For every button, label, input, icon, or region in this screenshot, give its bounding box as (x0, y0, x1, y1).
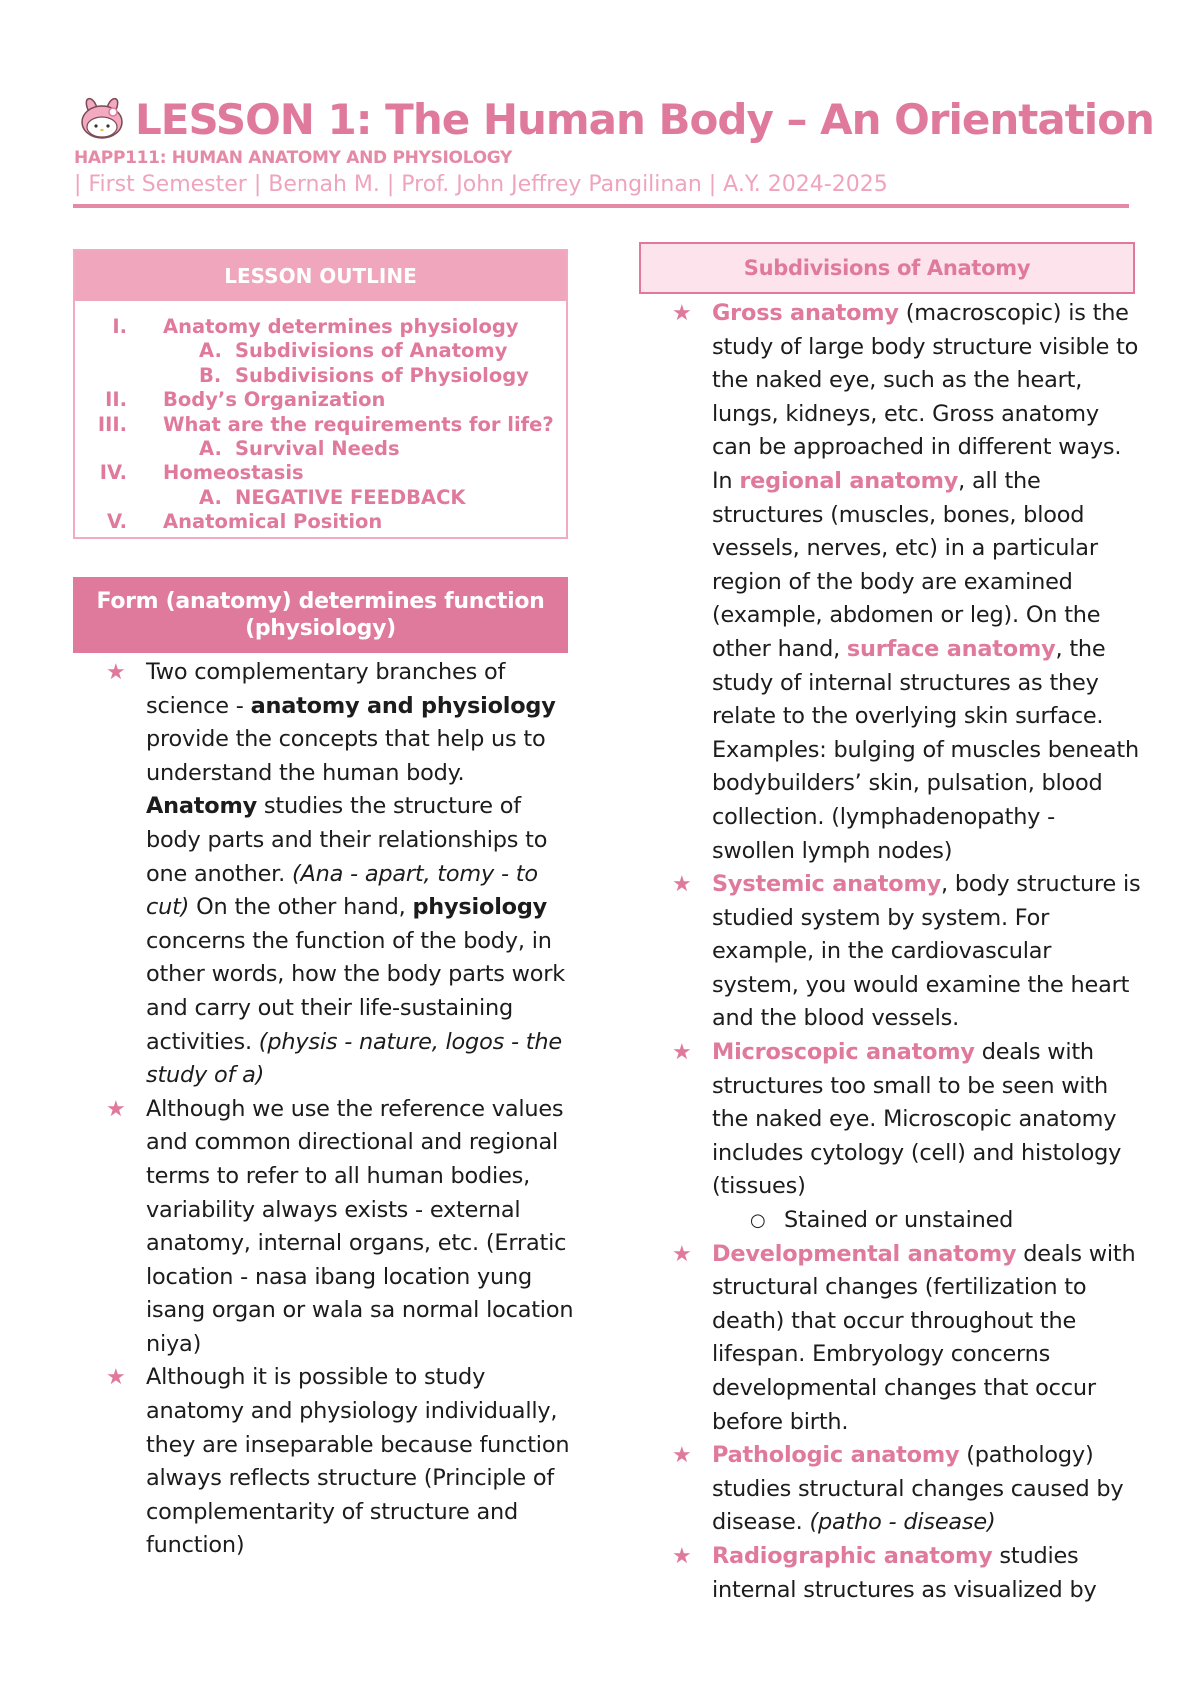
star-bullet-icon: ★ (106, 1096, 126, 1122)
outline-item: V. Anatomical Position (107, 510, 383, 534)
bullet-item: ★ Although it is possible to study anatomy and physiology individually, they are inseparable because function always reflects structure (Principle of complementarity of structure and function) (106, 1361, 576, 1563)
star-bullet-icon: ★ (672, 1443, 692, 1469)
melody-character-icon (75, 92, 129, 146)
star-bullet-icon: ★ (672, 1543, 692, 1569)
section-heading-subdivisions: Subdivisions of Anatomy (639, 242, 1135, 294)
page-title-row (75, 84, 1154, 154)
course-code: HAPP111: HUMAN ANATOMY AND PHYSIOLOGY (74, 148, 513, 168)
star-bullet-icon: ★ (106, 1365, 126, 1391)
star-bullet-icon: ★ (672, 1040, 692, 1066)
outline-title: LESSON OUTLINE (75, 251, 566, 301)
bullet-item: ★ Two complementary branches of science - anatomy and physiology provide the concepts that help us to understand the human body. Anatomy studies the structure of body parts and their relationships to one another. (Ana - apart, tomy - to cut) On the other hand, physiology concerns the function of the body, in other words, how the body parts work and carry out their life-sustaining activities. (physis - nature, logos - the study of a) (106, 656, 576, 1093)
bullet-item: ★ Gross anatomy (macroscopic) is the study of large body structure visible to the naked eye, such as the heart, lungs, kidneys, etc. Gross anatomy can be approached in different ways. In regional anatomy, all the structures (muscles, bones, blood vessels, nerves, etc) in a particular region of the body are examined (example, abdomen or leg). On the other hand, surface anatomy, the study of internal structures as they relate to the overlying skin surface. Examples: bulging of muscles beneath bodybuilders’ skin, pulsation, blood collection. (lymphadenopathy - swollen lymph nodes) (672, 297, 1142, 868)
bullet-item: ★ Microscopic anatomy deals with structures too small to be seen with the naked eye. Microscopic anatomy includes cytology (cell) and histology (tissues) (672, 1036, 1142, 1204)
lesson-outline-box (73, 249, 568, 539)
course-meta: | First Semester | Bernah M. | Prof. John Jeffrey Pangilinan | A.Y. 2024-2025 (74, 172, 888, 197)
outline-subitem: A. Survival Needs (199, 437, 400, 461)
outline-item: IV. Homeostasis (99, 461, 304, 485)
right-column-text (672, 297, 1142, 1607)
outline-item: III. What are the requirements for life? (97, 412, 554, 436)
bullet-item: ★ Radiographic anatomy studies internal structures as visualized by (672, 1540, 1142, 1607)
bullet-item: ★ Although we use the reference values and common directional and regional terms to refer to all human bodies, variability always exists - external anatomy, internal organs, etc. (Erratic location - nasa ibang location yung isang organ or wala sa normal location niya) (106, 1093, 576, 1362)
section-heading-form-function: Form (anatomy) determines function (physiology) (73, 577, 568, 653)
header-divider (73, 204, 1129, 208)
outline-item: I. Anatomy determines physiology (112, 315, 519, 338)
bullet-item: ★ Developmental anatomy deals with structural changes (fertilization to death) that occur throughout the lifespan. Embryology concerns developmental changes that occur before birth. (672, 1238, 1142, 1440)
star-bullet-icon: ★ (672, 301, 692, 326)
lesson-title: LESSON 1: The Human Body – An Orientation (135, 94, 1154, 144)
outline-subitem: B. Subdivisions of Physiology (199, 363, 529, 387)
circle-bullet-icon: ○ (750, 1210, 766, 1232)
star-bullet-icon: ★ (672, 1241, 692, 1267)
outline-item: II. Body’s Organization (105, 388, 386, 412)
star-bullet-icon: ★ (672, 872, 692, 898)
star-bullet-icon: ★ (106, 660, 126, 685)
sub-bullet-item: ○ Stained or unstained (672, 1204, 1142, 1238)
outline-list (75, 301, 566, 535)
left-column-text (106, 656, 576, 1563)
bullet-item: ★ Systemic anatomy, body structure is studied system by system. For example, in the cardiovascular system, you would examine the heart and the blood vessels. (672, 868, 1142, 1036)
outline-subitem: A. Subdivisions of Anatomy (199, 339, 508, 363)
outline-subitem: A. NEGATIVE FEEDBACK (199, 485, 466, 509)
bullet-item: ★ Pathologic anatomy (pathology) studies structural changes caused by disease. (patho - disease) (672, 1439, 1142, 1540)
